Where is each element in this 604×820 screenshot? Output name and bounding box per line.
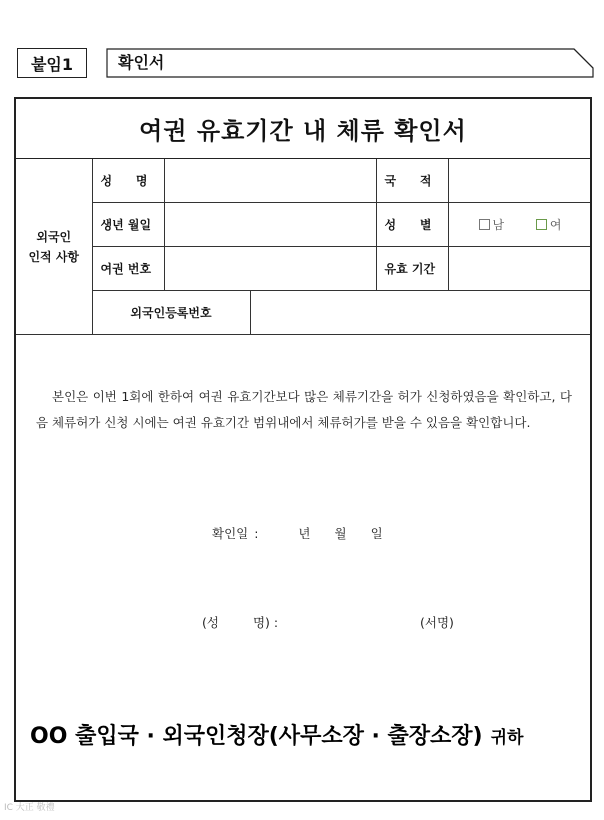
folded-corner-frame [106, 48, 594, 78]
sex-label [376, 203, 448, 247]
date-month: 월 [334, 526, 347, 541]
signer-open: (성 [202, 615, 219, 630]
signer-close: 명) : [252, 615, 279, 630]
sex-option-male[interactable] [479, 218, 505, 232]
nationality-field[interactable] [448, 159, 590, 203]
document-title: 여권 유효기간 내 체류 확인서 [16, 99, 590, 159]
name-label-b: 명 [135, 174, 148, 188]
registration-number-field[interactable] [250, 291, 590, 335]
date-label: 확인일 : [212, 526, 259, 541]
passport-number-field[interactable] [164, 247, 376, 291]
sex-female-label: 여 [549, 218, 562, 232]
signature-field[interactable]: (서명) [420, 615, 454, 630]
validity-label: 유효 기간 [376, 247, 448, 291]
checkbox-icon[interactable] [479, 219, 490, 230]
addressee-office: OO 출입국 · 외국인청장(사무소장 · 출장소장) [30, 724, 483, 749]
date-year: 년 [298, 526, 311, 541]
attachment-title: 확인서 [118, 53, 165, 72]
addressee-suffix: 귀하 [490, 728, 524, 748]
confirmation-date [212, 524, 383, 542]
personal-info-table [16, 159, 590, 335]
attachment-title-box [106, 48, 594, 78]
sex-label-a: 성 [384, 218, 397, 232]
sex-field [448, 203, 590, 247]
registration-number-label: 외국인등록번호 [92, 291, 250, 335]
watermark: IC 大正 敬禮 [4, 803, 55, 813]
name-label [92, 159, 164, 203]
birthdate-label: 생년 월일 [92, 203, 164, 247]
birthdate-field[interactable] [164, 203, 376, 247]
nationality-label-b: 적 [419, 174, 432, 188]
nationality-label [376, 159, 448, 203]
name-field[interactable] [164, 159, 376, 203]
passport-number-label: 여권 번호 [92, 247, 164, 291]
sex-male-label: 남 [492, 218, 505, 232]
checkbox-icon[interactable] [536, 219, 547, 230]
confirmation-statement: 본인은 이번 1회에 한하여 여권 유효기간보다 많은 체류기간을 허가 신청하였음을 확인하고, 다음 체류허가 신청 시에는 여권 유효기간 범위내에서 체류허가를 받을 수 있음을 확인합니다. [36, 389, 572, 430]
date-day: 일 [370, 526, 383, 541]
signer-name-line [202, 613, 278, 631]
section-label-line2: 인적 사항 [28, 249, 80, 264]
section-label-line1: 외국인 [36, 229, 72, 244]
validity-field[interactable] [448, 247, 590, 291]
addressee [30, 719, 523, 750]
sex-label-b: 별 [419, 218, 432, 232]
name-label-a: 성 [100, 174, 113, 188]
nationality-label-a: 국 [384, 174, 397, 188]
document-frame [14, 97, 592, 802]
attachment-tag: 붙임1 [17, 48, 87, 78]
sex-option-female[interactable] [536, 218, 562, 232]
section-label [16, 159, 92, 335]
